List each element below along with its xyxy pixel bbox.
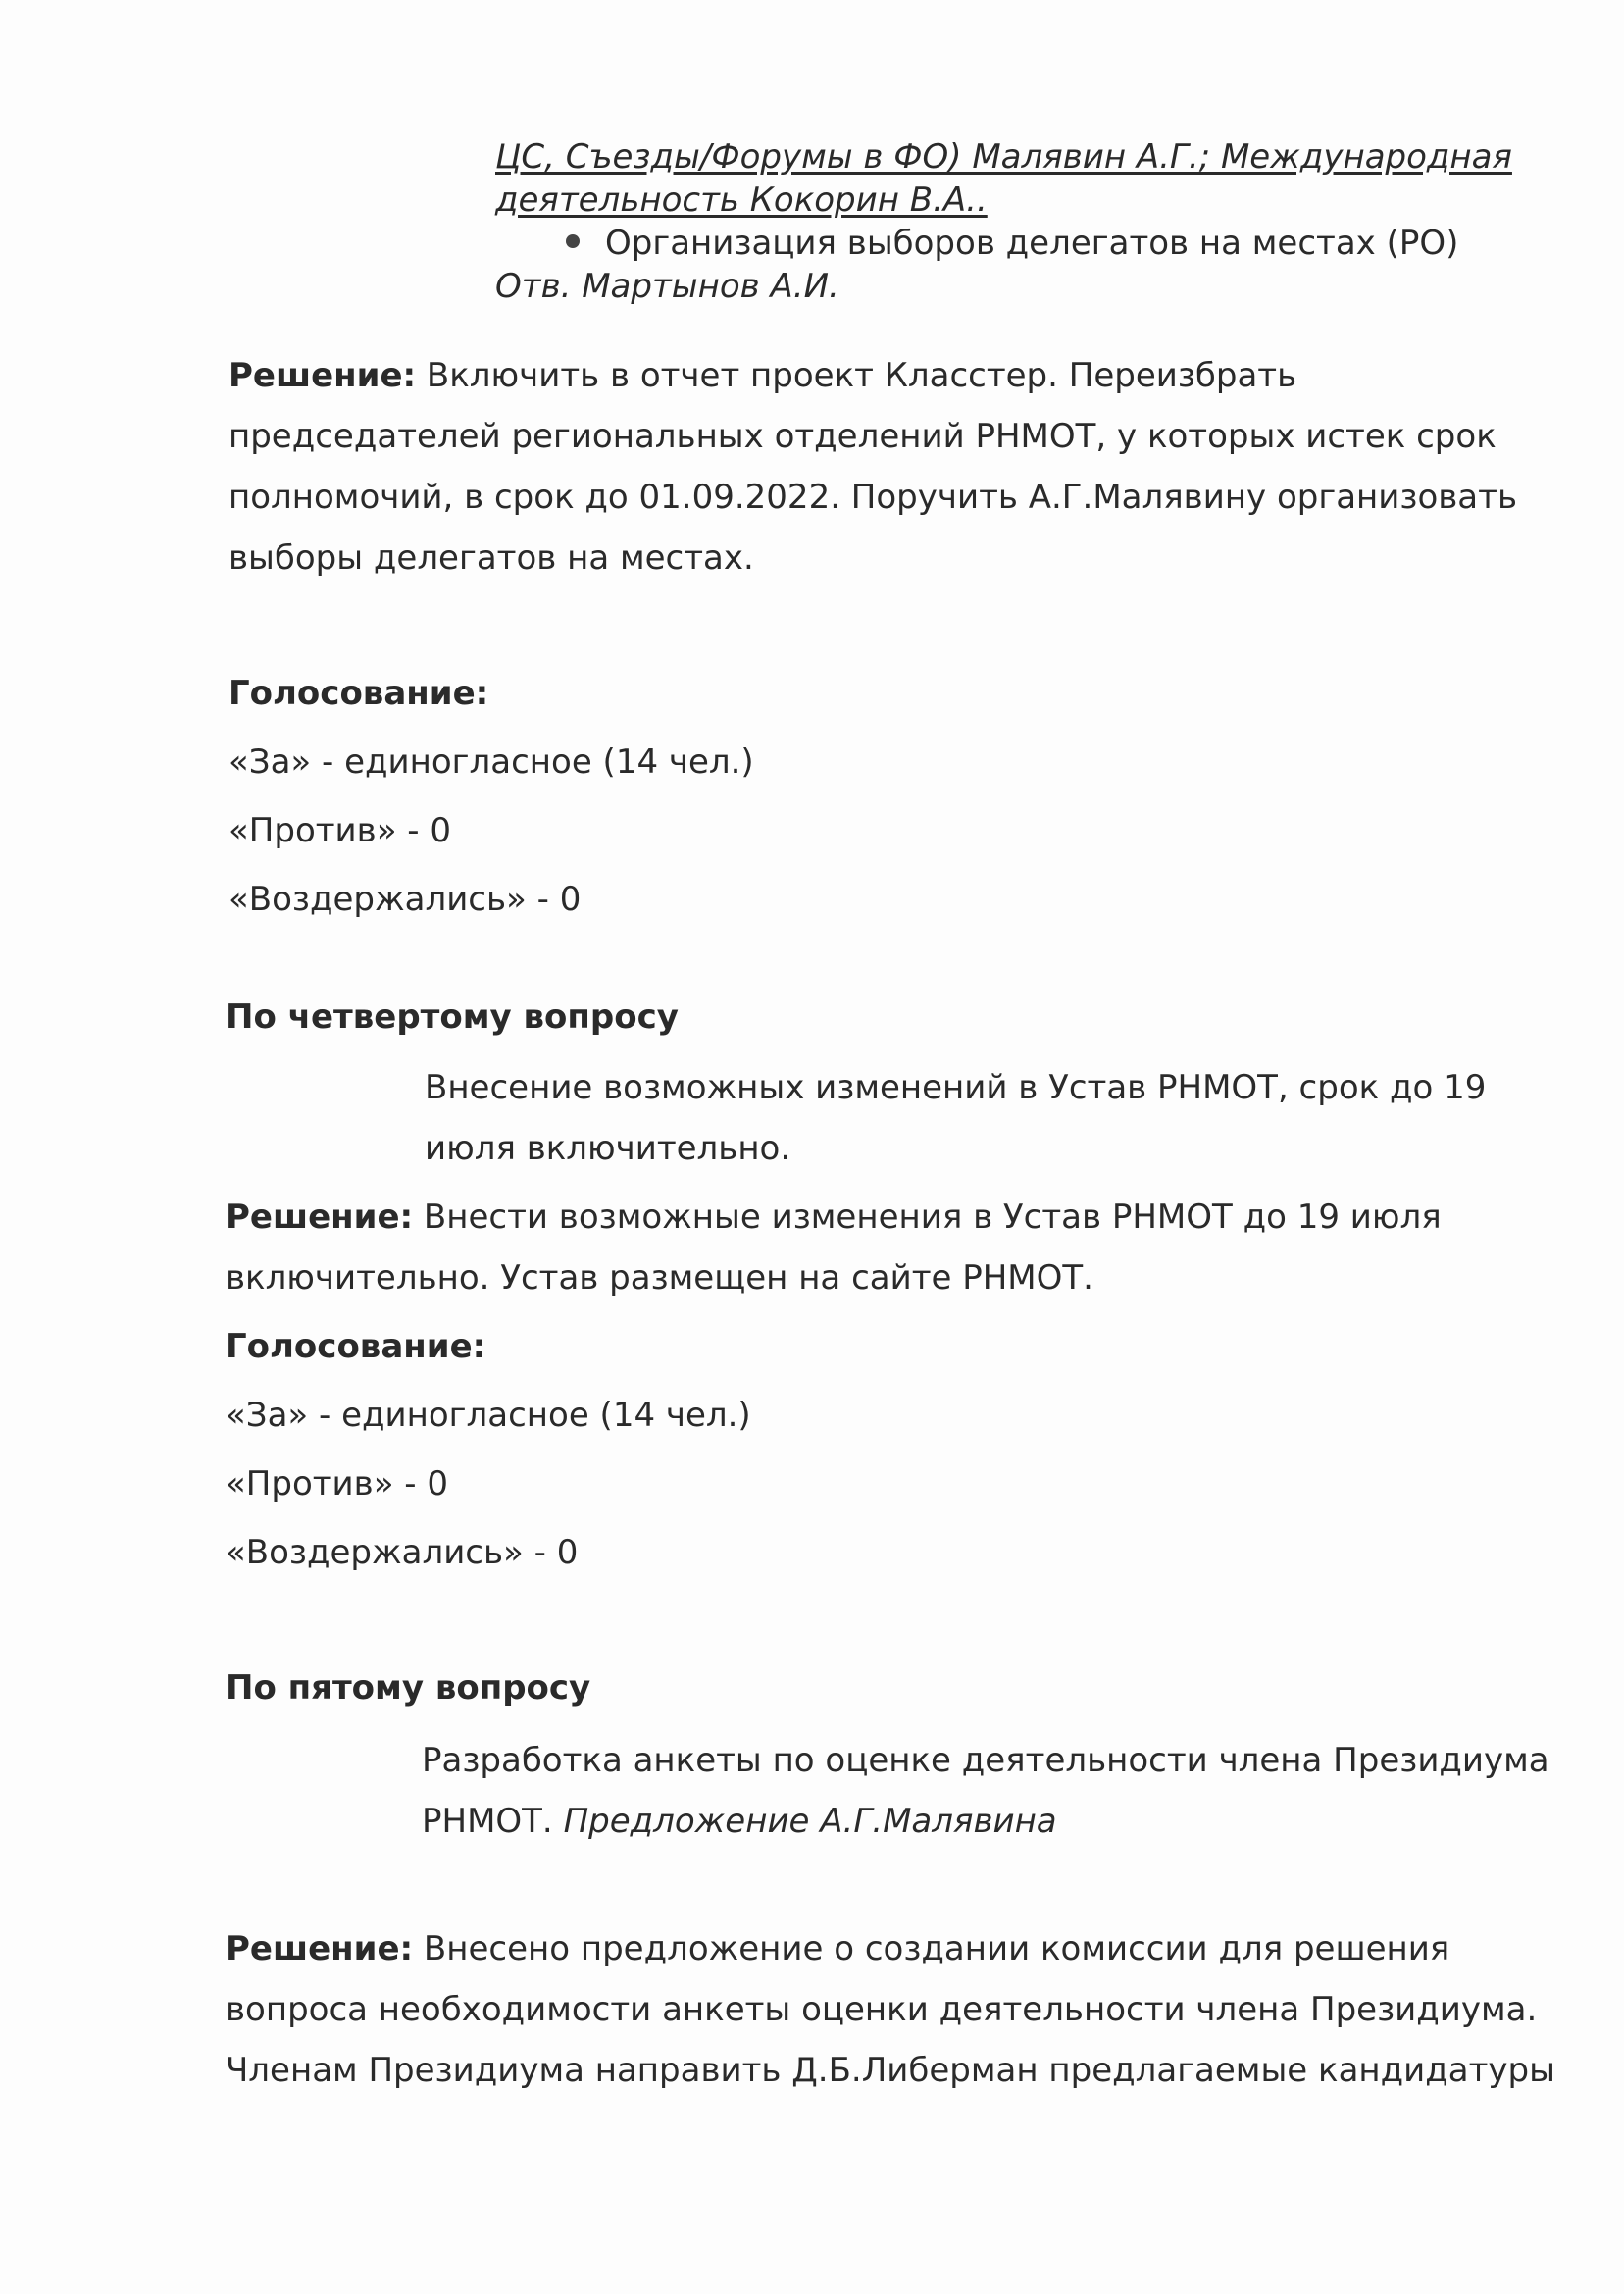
question-4-item-line-1: Внесение возможных изменений в Устав РНМОТ, срок до 19 [425,1068,1487,1107]
question-5-item-line-1: Разработка анкеты по оценке деятельности члена Президиума [422,1741,1549,1780]
question-5-decision-line-3: Членам Президиума направить Д.Б.Либерман предлагаемые кандидатуры [226,2051,1555,2090]
decision-1-line-3: полномочий, в срок до 01.09.2022. Поручить А.Г.Малявину организовать [228,478,1517,517]
question-4-decision [226,1187,1515,1308]
vote-1-against: «Против» - 0 [228,811,452,850]
question-4-item-line-2: июля включительно. [425,1129,791,1168]
decision-1 [228,345,1517,588]
vote-1-for: «За» - единогласное (14 чел.) [228,742,754,782]
question-4-item [425,1057,1513,1179]
question-4-decision-line-1: Внести возможные изменения в Устав РНМОТ до 19 июля [413,1198,1442,1237]
vote-1-abstain: «Воздержались» - 0 [228,880,582,919]
question-5-item [422,1730,1549,1852]
question-5-heading: По пятому вопросу [226,1668,591,1708]
decision-1-label: Решение: [228,356,417,395]
question-5-decision-line-1: Внесено предложение о создании комиссии для решения [413,1929,1450,1968]
vote-1-heading: Голосование: [228,674,489,713]
question-5-decision [226,1918,1555,2101]
vote-2-heading: Голосование: [226,1327,486,1366]
bullet-item [495,222,1496,265]
question-5-decision-line-2: вопроса необходимости анкеты оценки деятельности члена Президиума. [226,1990,1538,2029]
decision-1-line-2: председателей региональных отделений РНМОТ, у которых истек срок [228,417,1497,456]
responsibility-line-1: ЦС, Съезды/Форумы в ФО) Малявин А.Г.; Международная [495,137,1512,177]
question-4-decision-label: Решение: [226,1198,414,1237]
question-5-decision-label: Решение: [226,1929,414,1968]
vote-2-against: «Против» - 0 [226,1464,449,1504]
bullet-item-responsible: Отв. Мартынов А.И. [495,267,839,306]
vote-2-abstain: «Воздержались» - 0 [226,1533,579,1572]
responsibility-line-2: деятельность Кокорин В.А.. [495,180,988,220]
question-5-proposal: Предложение А.Г.Малявина [563,1802,1057,1841]
question-4-decision-line-2: включительно. Устав размещен на сайте РНМОТ. [226,1258,1093,1298]
decision-1-line-4: выборы делегатов на местах. [228,538,754,578]
question-4-heading: По четвертому вопросу [226,997,679,1037]
bullet-dot-icon [566,234,580,248]
decision-1-line-1: Включить в отчет проект Класстер. Переизбрать [416,356,1297,395]
responsibility-block [495,135,1512,308]
question-5-item-line-2: РНМОТ. [422,1802,564,1841]
vote-2-for: «За» - единогласное (14 чел.) [226,1396,751,1435]
bullet-item-text: Организация выборов делегатов на местах (РО) [605,224,1459,263]
